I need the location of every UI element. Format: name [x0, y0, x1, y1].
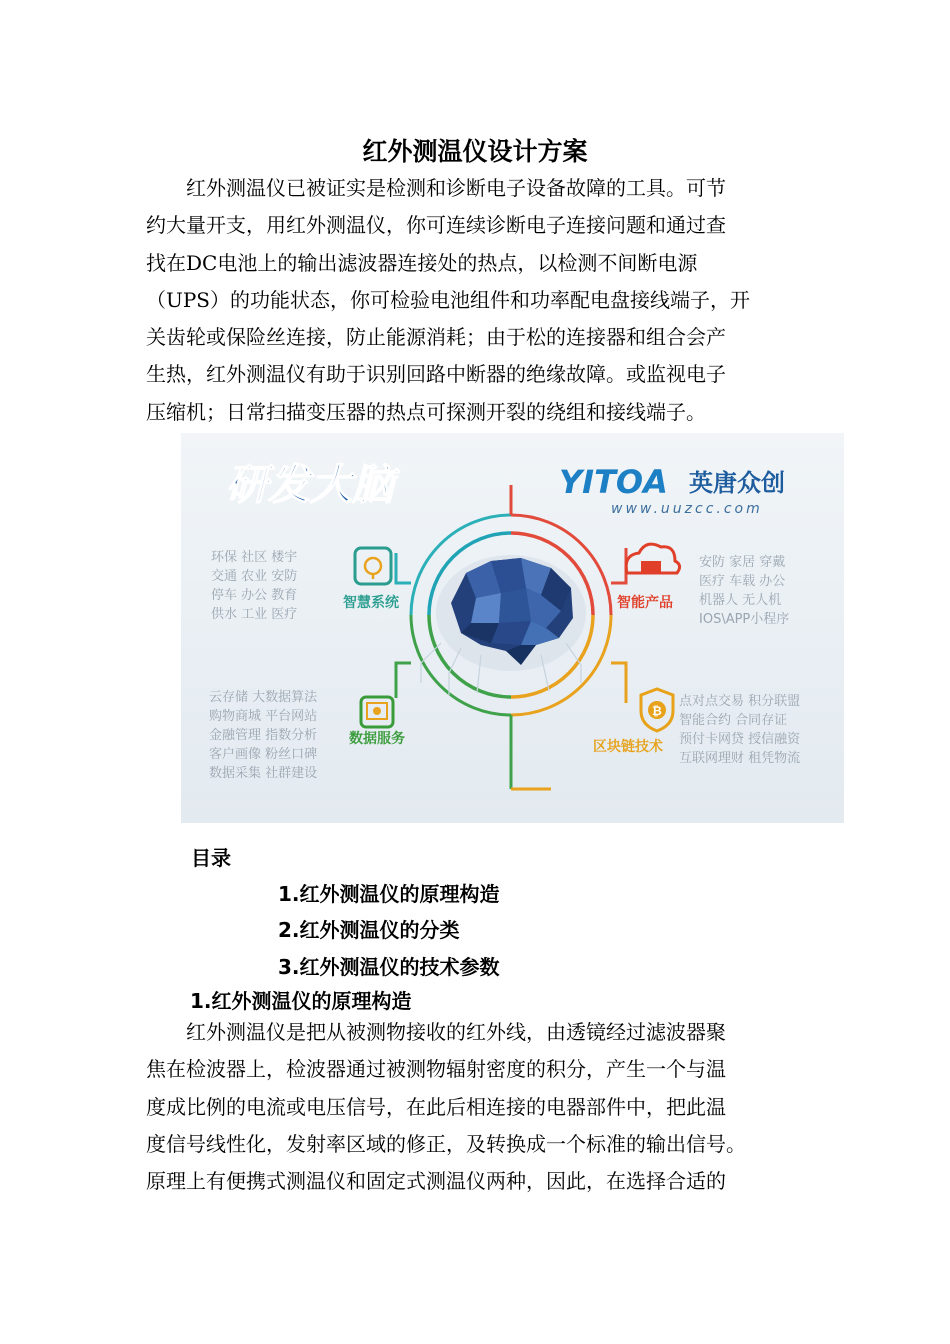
- section-line: 度信号线性化，发射率区域的修正，及转换成一个标准的输出信号。: [146, 1131, 746, 1156]
- connector-left-bottom: [396, 663, 411, 698]
- connector-right-top: [611, 548, 626, 583]
- document-title: 红外测温仪设计方案: [362, 137, 588, 166]
- blockchain-line: 点对点交易 积分联盟: [679, 694, 801, 709]
- intro-paragraph: [146, 170, 806, 431]
- svg-text:₿: ₿: [652, 704, 662, 718]
- section-heading: 1.红外测温仪的原理构造: [190, 989, 412, 1013]
- section-line: 红外测温仪是把从被测物接收的红外线，由透镜经过滤波器聚: [186, 1020, 726, 1044]
- intro-line: 约大量开支，用红外测温仪，你可连续诊断电子连接问题和通过查: [146, 213, 726, 238]
- rd-brain-banner: [181, 433, 844, 823]
- smart-product-line: 安防 家居 穿戴: [699, 555, 786, 570]
- section-line: 度成比例的电流或电压信号，在此后相连接的电器部件中，把此温: [146, 1094, 726, 1119]
- brand-logo-latin: YITOA: [559, 463, 668, 501]
- blockchain-line: 预付卡网贷 授信融资: [679, 732, 801, 747]
- smart-system-label: 智慧系统: [343, 595, 399, 611]
- smart-product-line: IOS\APP小程序: [699, 612, 790, 627]
- brain-icon: [421, 555, 586, 695]
- intro-line: 压缩机；日常扫描变压器的热点可探测开裂的绕组和接线端子。: [146, 399, 706, 424]
- data-service-line: 客户画像 粉丝口碑: [209, 747, 318, 762]
- toc-item[interactable]: 2.红外测温仪的分类: [278, 918, 460, 942]
- connector-right-bottom: [611, 663, 626, 703]
- intro-line: 生热，红外测温仪有助于识别回路中断器的绝缘故障。或监视电子: [146, 362, 726, 387]
- intro-line: 关齿轮或保险丝连接，防止能源消耗；由于松的连接器和组合会产: [146, 325, 726, 350]
- banner-headline: 研发大脑: [226, 460, 395, 509]
- intro-line: 找在DC电池上的输出滤波器连接处的热点，以检测不间断电源: [146, 250, 698, 275]
- smart-system-line: 交通 农业 安防: [211, 569, 298, 584]
- blockchain-line: 智能合约 合同存证: [679, 713, 788, 728]
- data-service-line: 云存储 大数据算法: [209, 690, 318, 705]
- intro-line: （UPS）的功能状态，你可检验电池组件和功率配电盘接线端子，开: [146, 287, 751, 312]
- smart-product-line: 医疗 车载 办公: [699, 574, 786, 589]
- data-service-line: 金融管理 指数分析: [209, 728, 318, 743]
- brand-website: www.uuzcc.com: [611, 501, 763, 517]
- smart-system-icon: [355, 548, 391, 584]
- smart-product-line: 机器人 无人机: [699, 593, 782, 608]
- toc-heading: 目录: [191, 846, 231, 870]
- smart-system-line: 环保 社区 楼宇: [211, 550, 298, 565]
- bitcoin-shield-icon: [641, 689, 673, 731]
- smart-product-label: 智能产品: [617, 595, 673, 611]
- cloud-factory-icon: [626, 544, 679, 573]
- section-paragraph: [146, 1014, 806, 1200]
- blockchain-label: 区块链技术: [593, 739, 663, 755]
- smart-system-line: 停车 办公 教育: [211, 588, 298, 603]
- connector-left-top: [396, 553, 411, 583]
- intro-line: 红外测温仪已被证实是检测和诊断电子设备故障的工具。可节: [186, 176, 726, 200]
- smart-system-line: 供水 工业 医疗: [211, 607, 298, 622]
- blockchain-line: 互联网理财 租凭物流: [679, 751, 801, 766]
- section-line: 原理上有便携式测温仪和固定式测温仪两种，因此，在选择合适的: [146, 1169, 726, 1194]
- data-service-line: 数据采集 社群建设: [209, 766, 318, 781]
- section-line: 焦在检波器上，检波器通过被测物辐射密度的积分，产生一个与温: [146, 1057, 726, 1082]
- banner-graphic: [181, 433, 844, 823]
- toc-item[interactable]: 3.红外测温仪的技术参数: [278, 955, 500, 979]
- brand-logo-cn: 英唐众创: [689, 469, 785, 497]
- data-service-icon: [361, 697, 393, 727]
- data-service-line: 购物商城 平台网站: [209, 709, 318, 724]
- toc-item[interactable]: 1.红外测温仪的原理构造: [278, 882, 500, 906]
- data-service-label: 数据服务: [349, 731, 405, 747]
